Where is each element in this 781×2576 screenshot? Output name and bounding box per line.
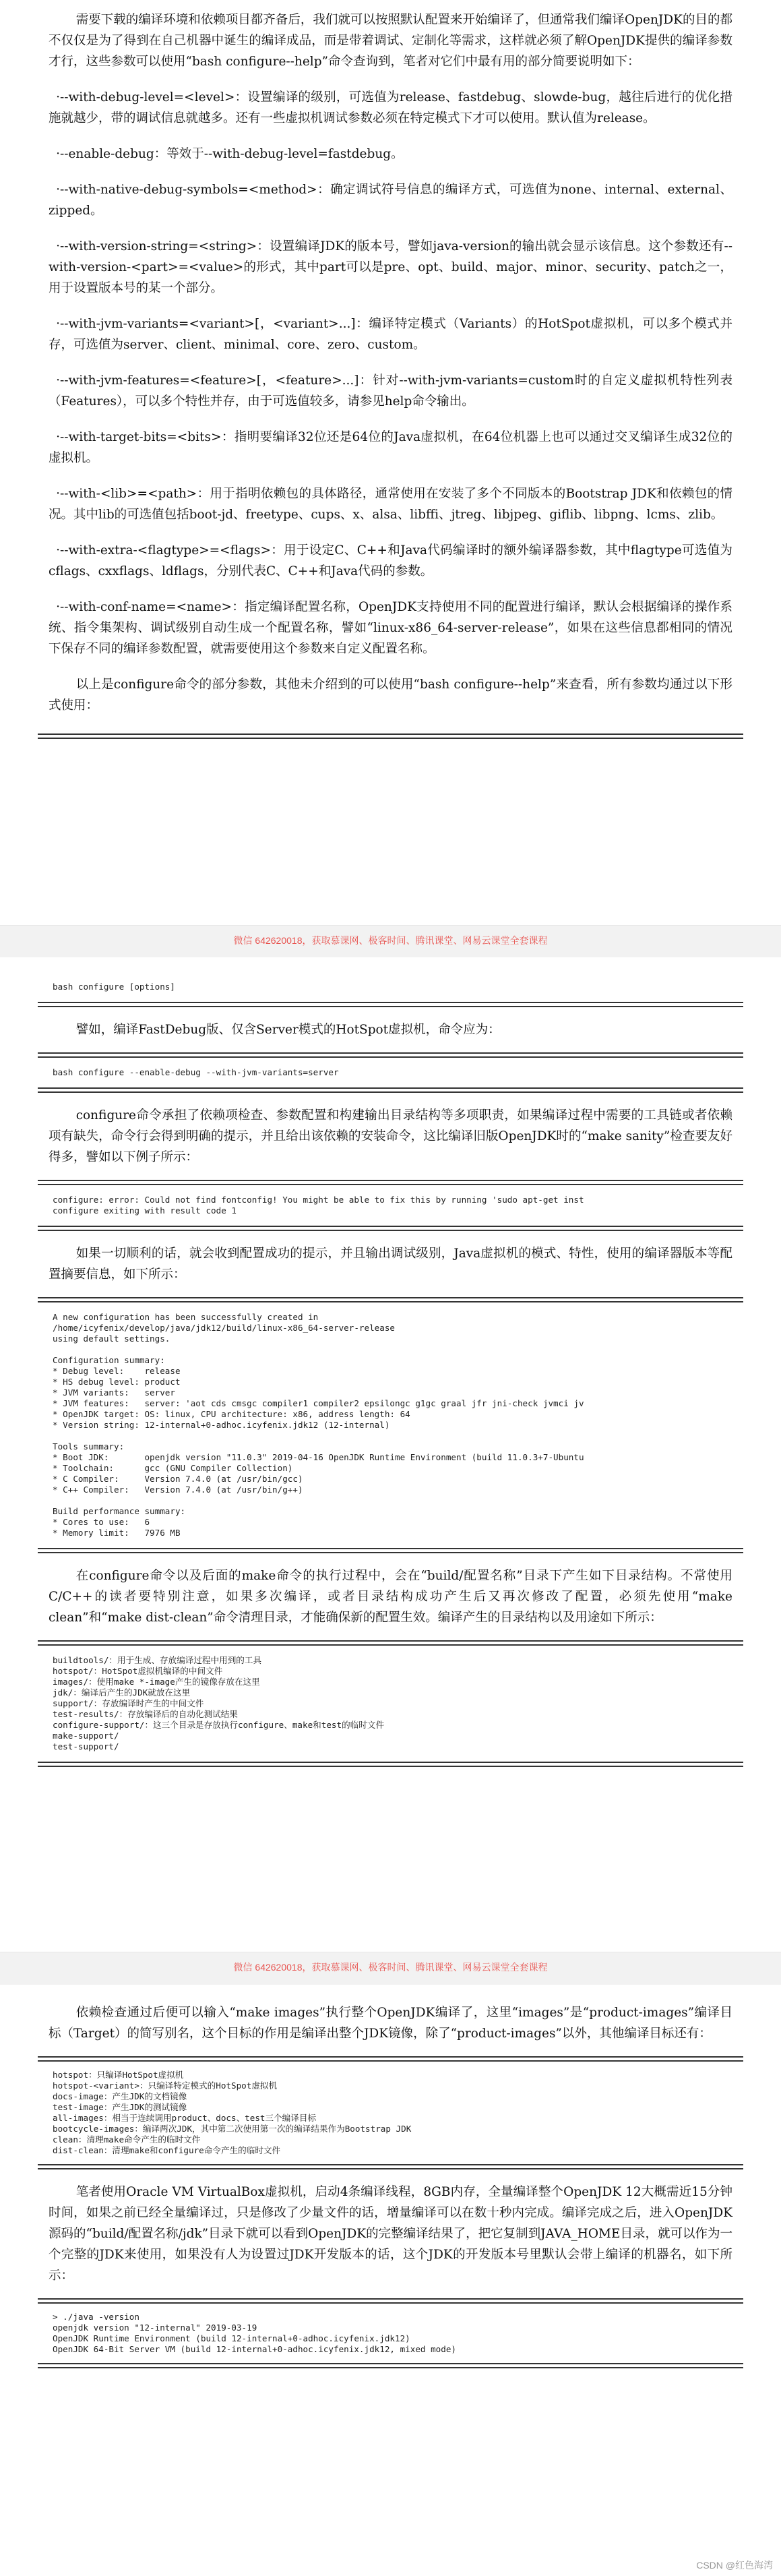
directory-paragraph: 在configure命令以及后面的make命令的执行过程中，会在“build/配置名称”目录下产生如下目录结构。不常使用C/C++的读者要特别注意，如果多次编译，或者目录结构成功产生后又再次修改了配置，必须先使用“make clean”和“make dist-clean”命令清理目录，才能确保新的配置生效。编译产生的目录结构以及用途如下所示：: [49, 1569, 732, 1625]
code-configuration-summary: A new configuration has been successfully created in /home/icyfenix/develop/java/jdk12/build/linux-x86_64-server-release using default settings. Configuration summary: * Debug level: release * HS debug level: product * JVM variants: server * JVM features: server: 'aot cds cmsgc compiler1 compiler2 epsilongc g1gc graal jfr jni-check jvmci jv * OpenJDK target: OS: linux, CPU architecture: x86, address length: 64 * Version string: 12-internal+0-adhoc.icyfenix.jdk12 (12-internal) Tools summary: * Boot JDK: openjdk version "11.0.3" 2019-04-16 OpenJDK Runtime Environment (build 11.0.3+7-Ubuntu * Toolchain: gcc (GNU Compiler Collection) * C Compiler: Version 7.4.0 (at /usr/bin/gcc) * C++ Compiler: Version 7.4.0 (at /usr/bin/g++) Build performance summary: * Cores to use: 6 * Memory limit: 7976 MB: [53, 1312, 584, 1538]
configure-paragraph: configure命令承担了依赖项检查、参数配置和构建输出目录结构等多项职责，如果编译过程中需要的工具链或者依赖项有缺失，命令行会得到明确的提示，并且给出该依赖的安装命令，这比编译旧版OpenJDK时的“make sanity”检查要友好得多，譬如以下例子所示：: [49, 1108, 732, 1164]
page-3: [0, 1985, 781, 2576]
option-enable-debug: ·--enable-debug：等效于--with-debug-level=fastdebug。: [56, 147, 404, 161]
option-conf-name: ·--with-conf-name=<name>：指定编译配置名称，OpenJDK支持使用不同的配置进行编译，默认会根据编译的操作系统、指令集架构、调试级别自动生成一个配置名称，譬如“linux-x86_64-server-release”，如果在这些信息都相同的情况下保存不同的编译参数配置，就需要使用这个参数来自定义配置名称。: [49, 600, 732, 656]
code-rule: [38, 1226, 743, 1231]
page-1: [0, 0, 781, 937]
outro-paragraph: 以上是configure命令的部分参数，其他未介绍到的可以使用“bash configure--help”来查看，所有参数均通过以下形式使用：: [49, 678, 732, 713]
option-extra-flags: ·--with-extra-<flagtype>=<flags>：用于设定C、C++和Java代码编译时的额外编译器参数，其中flagtype可选值为cflags、cxxflags、ldflags，分别代表C、C++和Java代码的参数。: [49, 543, 732, 578]
code-rule: [38, 1052, 743, 1058]
code-rule: [38, 1297, 743, 1302]
watermark-text: 微信 642620018，获取慕课网、极客时间、腾讯课堂、网易云课堂全套课程: [233, 935, 548, 946]
code-rule: [38, 1180, 743, 1185]
option-jvm-variants: ·--with-jvm-variants=<variant>[，<variant>...]：编译特定模式（Variants）的HotSpot虚拟机，可以多个模式并存，可选值为server、client、minimal、core、zero、custom。: [49, 317, 732, 352]
code-make-targets: hotspot：只编译HotSpot虚拟机 hotspot-<variant>：只编译特定模式的HotSpot虚拟机 docs-image：产生JDK的文档镜像 test-image：产生JDK的测试镜像 all-images：相当于连续调用product、docs、test三个编译目标 bootcycle-images：编译两次JDK，其中第二次使用第一次的编译结果作为Bootstrap JDK clean：清理make命令产生的临时文件 dist-clean：清理make和configure命令产生的临时文件: [53, 2070, 412, 2155]
option-jvm-features: ·--with-jvm-features=<feature>[，<feature>...]：针对--with-jvm-variants=custom时的自定义虚拟机特性列表（Features），可以多个特性并存，由于可选值较多，请参见help命令输出。: [49, 373, 732, 409]
code-enable-debug: bash configure --enable-debug --with-jvm-variants=server: [53, 1067, 339, 1077]
page-2: [0, 957, 781, 1954]
page-separator-1: [0, 925, 781, 959]
code-rule: [38, 1762, 743, 1767]
code-rule: [38, 2164, 743, 2169]
code-java-version: > ./java -version openjdk version "12-internal" 2019-03-19 OpenJDK Runtime Environment (build 12-internal+0-adhoc.icyfenix.jdk12) OpenJDK 64-Bit Server VM (build 12-internal+0-adhoc.icyfenix.jdk12, mixed mode): [53, 2312, 456, 2354]
success-paragraph: 如果一切顺利的话，就会收到配置成功的提示，并且输出调试级别，Java虚拟机的模式、特性，使用的编译器版本等配置摘要信息，如下所示：: [49, 1247, 732, 1282]
fastdebug-paragraph: 譬如，编译FastDebug版、仅含Server模式的HotSpot虚拟机，命令应为：: [75, 1023, 501, 1037]
page-separator-2: [0, 1952, 781, 1985]
code-rule: [38, 2298, 743, 2304]
code-rule: [38, 1002, 743, 1007]
option-version-string: ·--with-version-string=<string>：设置编译JDK的版本号，譬如java-version的输出就会显示该信息。这个参数还有--with-version-<part>=<value>的形式，其中part可以是pre、opt、build、major、minor、security、patch之一，用于设置版本号的某一个部分。: [49, 239, 732, 295]
code-rule: [38, 1548, 743, 1553]
make-images-paragraph: 依赖检查通过后便可以输入“make images”执行整个OpenJDK编译了，这里“images”是“product-images”编译目标（Target）的简写别名，这个目标的作用是编译出整个JDK镜像，除了“product-images”以外，其他编译目标还有：: [49, 2006, 732, 2041]
code-rule: [38, 1640, 743, 1646]
option-native-debug-symbols: ·--with-native-debug-symbols=<method>：确定调试符号信息的编译方式，可选值为none、internal、external、zipped。: [49, 183, 732, 218]
csdn-footer: CSDN @红色海湾: [696, 2560, 773, 2571]
option-with-lib: ·--with-<lib>=<path>：用于指明依赖包的具体路径，通常使用在安装了多个不同版本的Bootstrap JDK和依赖包的情况。其中lib的可选值包括boot-jd、freetype、cups、x、alsa、libffi、jtreg、libjpeg、giflib、libpng、lcms、zlib。: [49, 487, 732, 522]
code-block-top-rule: [38, 733, 743, 739]
code-directory-structure: buildtools/：用于生成、存放编译过程中用到的工具 hotspot/：HotSpot虚拟机编译的中间文件 images/：使用make *-image产生的镜像存放在这里 jdk/：编译后产生的JDK就放在这里 support/：存放编译时产生的中间文件 test-results/：存放编译后的自动化测试结果 configure-support/：这三个目录是存放执行configure、make和test的临时文件 make-support/ test-support/: [53, 1655, 385, 1751]
code-configure-options: bash configure [options]: [53, 982, 175, 992]
intro-paragraph: 需要下载的编译环境和依赖项目都齐备后，我们就可以按照默认配置来开始编译了，但通常我们编译OpenJDK的目的都不仅仅是为了得到在自己机器中诞生的编译成品，而是带着调试、定制化等需求，这样就必须了解OpenJDK提供的编译参数才行，这些参数可以使用“bash configure--help”命令查询到，笔者对它们中最有用的部分简要说明如下：: [49, 13, 732, 69]
code-rule: [38, 2056, 743, 2062]
build-time-paragraph: 笔者使用Oracle VM VirtualBox虚拟机，启动4条编译线程，8GB内存，全量编译整个OpenJDK 12大概需近15分钟时间，如果之前已经全量编译过，只是修改了少量文件的话，增量编译可以在数十秒内完成。编译完成之后，进入OpenJDK源码的“build/配置名称/jdk”目录下就可以看到OpenJDK的完整编译结果了，把它复制到JAVA_HOME目录，就可以作为一个完整的JDK来使用，如果没有人为设置过JDK开发版本的话，这个JDK的开发版本号里默认会带上编译的机器名，如下所示：: [49, 2185, 732, 2283]
option-with-debug-level: ·--with-debug-level=<level>：设置编译的级别，可选值为release、fastdebug、slowde-bug，越往后进行的优化措施就越少，带的调试信息就越多。还有一些虚拟机调试参数必须在特定模式下才可以使用。默认值为release。: [49, 90, 732, 125]
option-target-bits: ·--with-target-bits=<bits>：指明要编译32位还是64位的Java虚拟机，在64位机器上也可以通过交叉编译生成32位的虚拟机。: [49, 430, 732, 465]
watermark-text: 微信 642620018，获取慕课网、极客时间、腾讯课堂、网易云课堂全套课程: [233, 1962, 548, 1973]
code-rule: [38, 1087, 743, 1093]
code-configure-error: configure: error: Could not find fontconfig! You might be able to fix this by running 'sudo apt-get inst configure exiting with result code 1: [53, 1195, 584, 1216]
code-rule: [38, 2363, 743, 2368]
